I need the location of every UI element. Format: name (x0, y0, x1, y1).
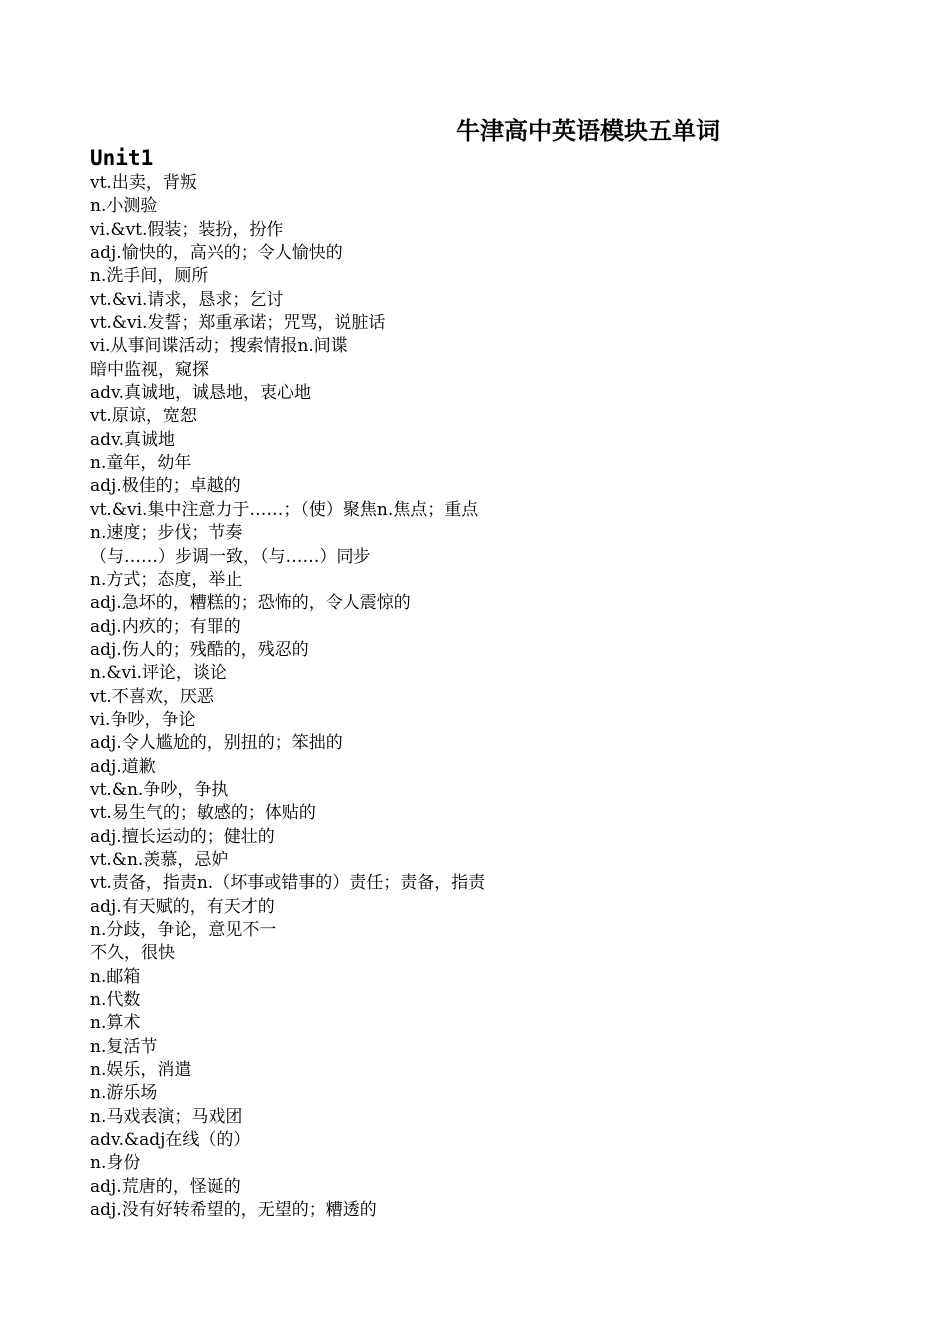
vocabulary-entry: vt.&n.羡慕，忌妒 (90, 849, 229, 870)
vocabulary-entry: adj.荒唐的，怪诞的 (90, 1176, 241, 1197)
vocabulary-entry: n.&vi.评论，谈论 (90, 663, 227, 684)
vocabulary-entry: n.代数 (90, 990, 141, 1011)
vocabulary-entry: n.复活节 (90, 1036, 158, 1057)
vocabulary-entry: vt.责备，指责n.（坏事或错事的）责任；责备，指责 (90, 873, 486, 894)
vocabulary-entry: n.速度；步伐；节奏 (90, 523, 243, 544)
vocabulary-entry: vt.&n.争吵，争执 (90, 779, 229, 800)
vocabulary-entry: vt.易生气的；敏感的；体贴的 (90, 803, 316, 824)
vocabulary-entry: adj.内疚的；有罪的 (90, 616, 241, 637)
vocabulary-entry: adj.极佳的；卓越的 (90, 476, 241, 497)
vocabulary-entry: vi.从事间谍活动；搜索情报n.间谍 (90, 336, 348, 357)
vocabulary-entry: adj.擅长运动的；健壮的 (90, 826, 275, 847)
vocabulary-entry: vt.原谅，宽恕 (90, 406, 197, 427)
title-area (440, 114, 762, 148)
vocabulary-entry: 暗中监视，窥探 (90, 359, 209, 380)
vocabulary-entry: adj.没有好转希望的，无望的；糟透的 (90, 1200, 377, 1221)
vocabulary-entry: 不久，很快 (90, 943, 175, 964)
vocabulary-entry: vt.&vi.集中注意力于……；（使）聚焦n.焦点；重点 (90, 499, 479, 520)
vocabulary-entry: adj.道歉 (90, 756, 156, 777)
vocabulary-entry: n.洗手间，厕所 (90, 266, 209, 287)
vocabulary-entry: n.马戏表演；马戏团 (90, 1106, 243, 1127)
vocabulary-entry: n.分歧，争论，意见不一 (90, 920, 277, 940)
document-title: 牛津高中英语模块五单词 (456, 117, 720, 145)
vocabulary-entry: （与……）步调一致，（与……）同步 (90, 546, 371, 567)
vocabulary-entry: vt.&vi.发誓；郑重承诺；咒骂，说脏话 (90, 313, 386, 334)
vocabulary-entry: vt.不喜欢，厌恶 (90, 686, 214, 707)
vocabulary-entry: adj.急坏的，糟糕的；恐怖的，令人震惊的 (90, 593, 411, 614)
unit-heading: Unit1 (90, 146, 154, 170)
vocabulary-entry: adj.愉快的，高兴的；令人愉快的 (90, 243, 343, 264)
vocabulary-entry: n.小测验 (90, 196, 158, 217)
vocabulary-entry: n.身份 (90, 1153, 141, 1174)
vocabulary-entry: adv.真诚地，诚恳地，衷心地 (90, 383, 312, 404)
vocabulary-entry: adj.伤人的；残酷的，残忍的 (90, 639, 309, 660)
vocabulary-entry: adj.有天赋的，有天才的 (90, 896, 275, 917)
vocabulary-entry: adj.令人尴尬的，别扭的；笨拙的 (90, 733, 343, 754)
vocabulary-entry: n.算术 (90, 1013, 141, 1034)
vocabulary-entry: adv.&adj在线（的） (90, 1130, 251, 1151)
vocabulary-entry: vi.争吵，争论 (90, 709, 196, 730)
vocabulary-entry: n.邮箱 (90, 966, 141, 987)
vocabulary-entry: n.游乐场 (90, 1083, 158, 1104)
vocabulary-entry: vt.出卖，背叛 (90, 173, 197, 193)
vocabulary-entry: vi.&vt.假装；装扮，扮作 (90, 219, 284, 240)
vocabulary-entry: vt.&vi.请求，恳求；乞讨 (90, 289, 284, 310)
vocabulary-entry: adv.真诚地 (90, 429, 176, 450)
vocabulary-entry: n.童年，幼年 (90, 453, 192, 474)
vocabulary-entry: n.娱乐，消遣 (90, 1060, 192, 1081)
vocabulary-list (90, 172, 485, 1222)
vocabulary-entry: n.方式；态度，举止 (90, 569, 243, 590)
